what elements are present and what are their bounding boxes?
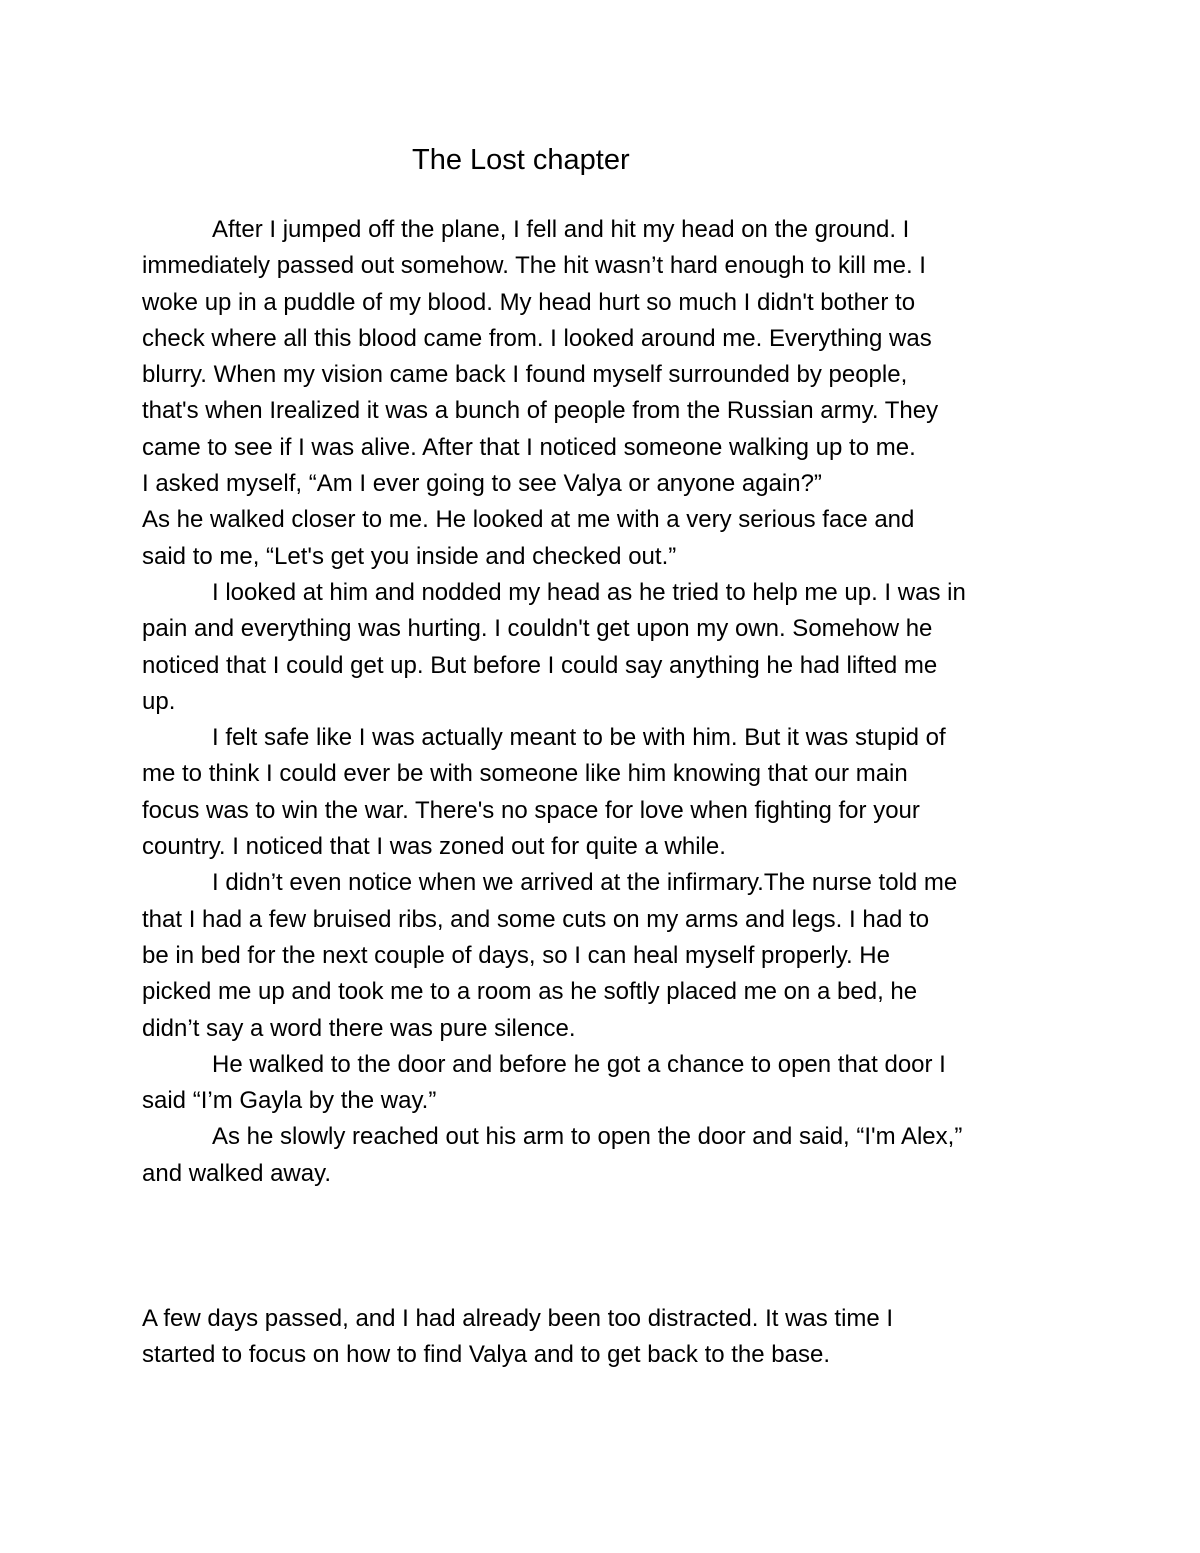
text-line: pain and everything was hurting. I couldn't get upon my own. Somehow he <box>142 615 933 643</box>
text-line: I felt safe like I was actually meant to be with him. But it was stupid of <box>212 724 946 752</box>
text-line: After I jumped off the plane, I fell and hit my head on the ground. I <box>212 216 910 243</box>
text-line: I asked myself, “Am I ever going to see Valya or anyone again?” <box>142 470 822 498</box>
text-line <box>142 1265 1082 1301</box>
text-line: focus was to win the war. There's no space for love when fighting for your <box>142 796 920 824</box>
text-line: noticed that I could get up. But before I could say anything he had lifted me <box>142 651 938 679</box>
text-line: me to think I could ever be with someone like him knowing that our main <box>142 760 908 788</box>
text-line: As he slowly reached out his arm to open the door and said, “I'm Alex,” <box>212 1123 963 1151</box>
text-line: said to me, “Let's get you inside and checked out.” <box>142 542 677 570</box>
text-line: picked me up and took me to a room as he softly placed me on a bed, he <box>142 978 918 1006</box>
text-line: came to see if I was alive. After that I noticed someone walking up to me. <box>142 433 916 461</box>
document-body <box>142 212 1082 1374</box>
text-line: and walked away. <box>142 1159 331 1187</box>
text-line: started to focus on how to find Valya and to get back to the base. <box>142 1341 830 1369</box>
text-line: that's when Irealized it was a bunch of people from the Russian army. They <box>142 397 939 425</box>
text-line: immediately passed out somehow. The hit wasn’t hard enough to kill me. I <box>142 252 926 280</box>
text-line: didn’t say a word there was pure silence. <box>142 1014 576 1042</box>
text-line: As he walked closer to me. He looked at me with a very serious face and <box>142 506 915 534</box>
text-line: blurry. When my vision came back I found myself surrounded by people, <box>142 361 908 389</box>
text-line: said “I’m Gayla by the way.” <box>142 1087 437 1115</box>
document-title: The Lost chapter <box>412 144 630 176</box>
text-line: that I had a few bruised ribs, and some cuts on my arms and legs. I had to <box>142 905 930 933</box>
text-line: I looked at him and nodded my head as he tried to help me up. I was in <box>212 578 966 606</box>
text-line <box>142 1228 1082 1264</box>
text-line: up. <box>142 687 176 715</box>
text-line: A few days passed, and I had already been too distracted. It was time I <box>142 1304 894 1332</box>
text-line: I didn’t even notice when we arrived at the infirmary.The nurse told me <box>212 869 958 897</box>
text-line: woke up in a puddle of my blood. My head hurt so much I didn't bother to <box>142 288 916 316</box>
text-line: country. I noticed that I was zoned out for quite a while. <box>142 833 726 861</box>
text-line <box>142 1192 1082 1228</box>
text-line: check where all this blood came from. I looked around me. Everything was <box>142 324 932 352</box>
text-line: be in bed for the next couple of days, so I can heal myself properly. He <box>142 941 890 969</box>
text-line: He walked to the door and before he got a chance to open that door I <box>212 1050 946 1078</box>
